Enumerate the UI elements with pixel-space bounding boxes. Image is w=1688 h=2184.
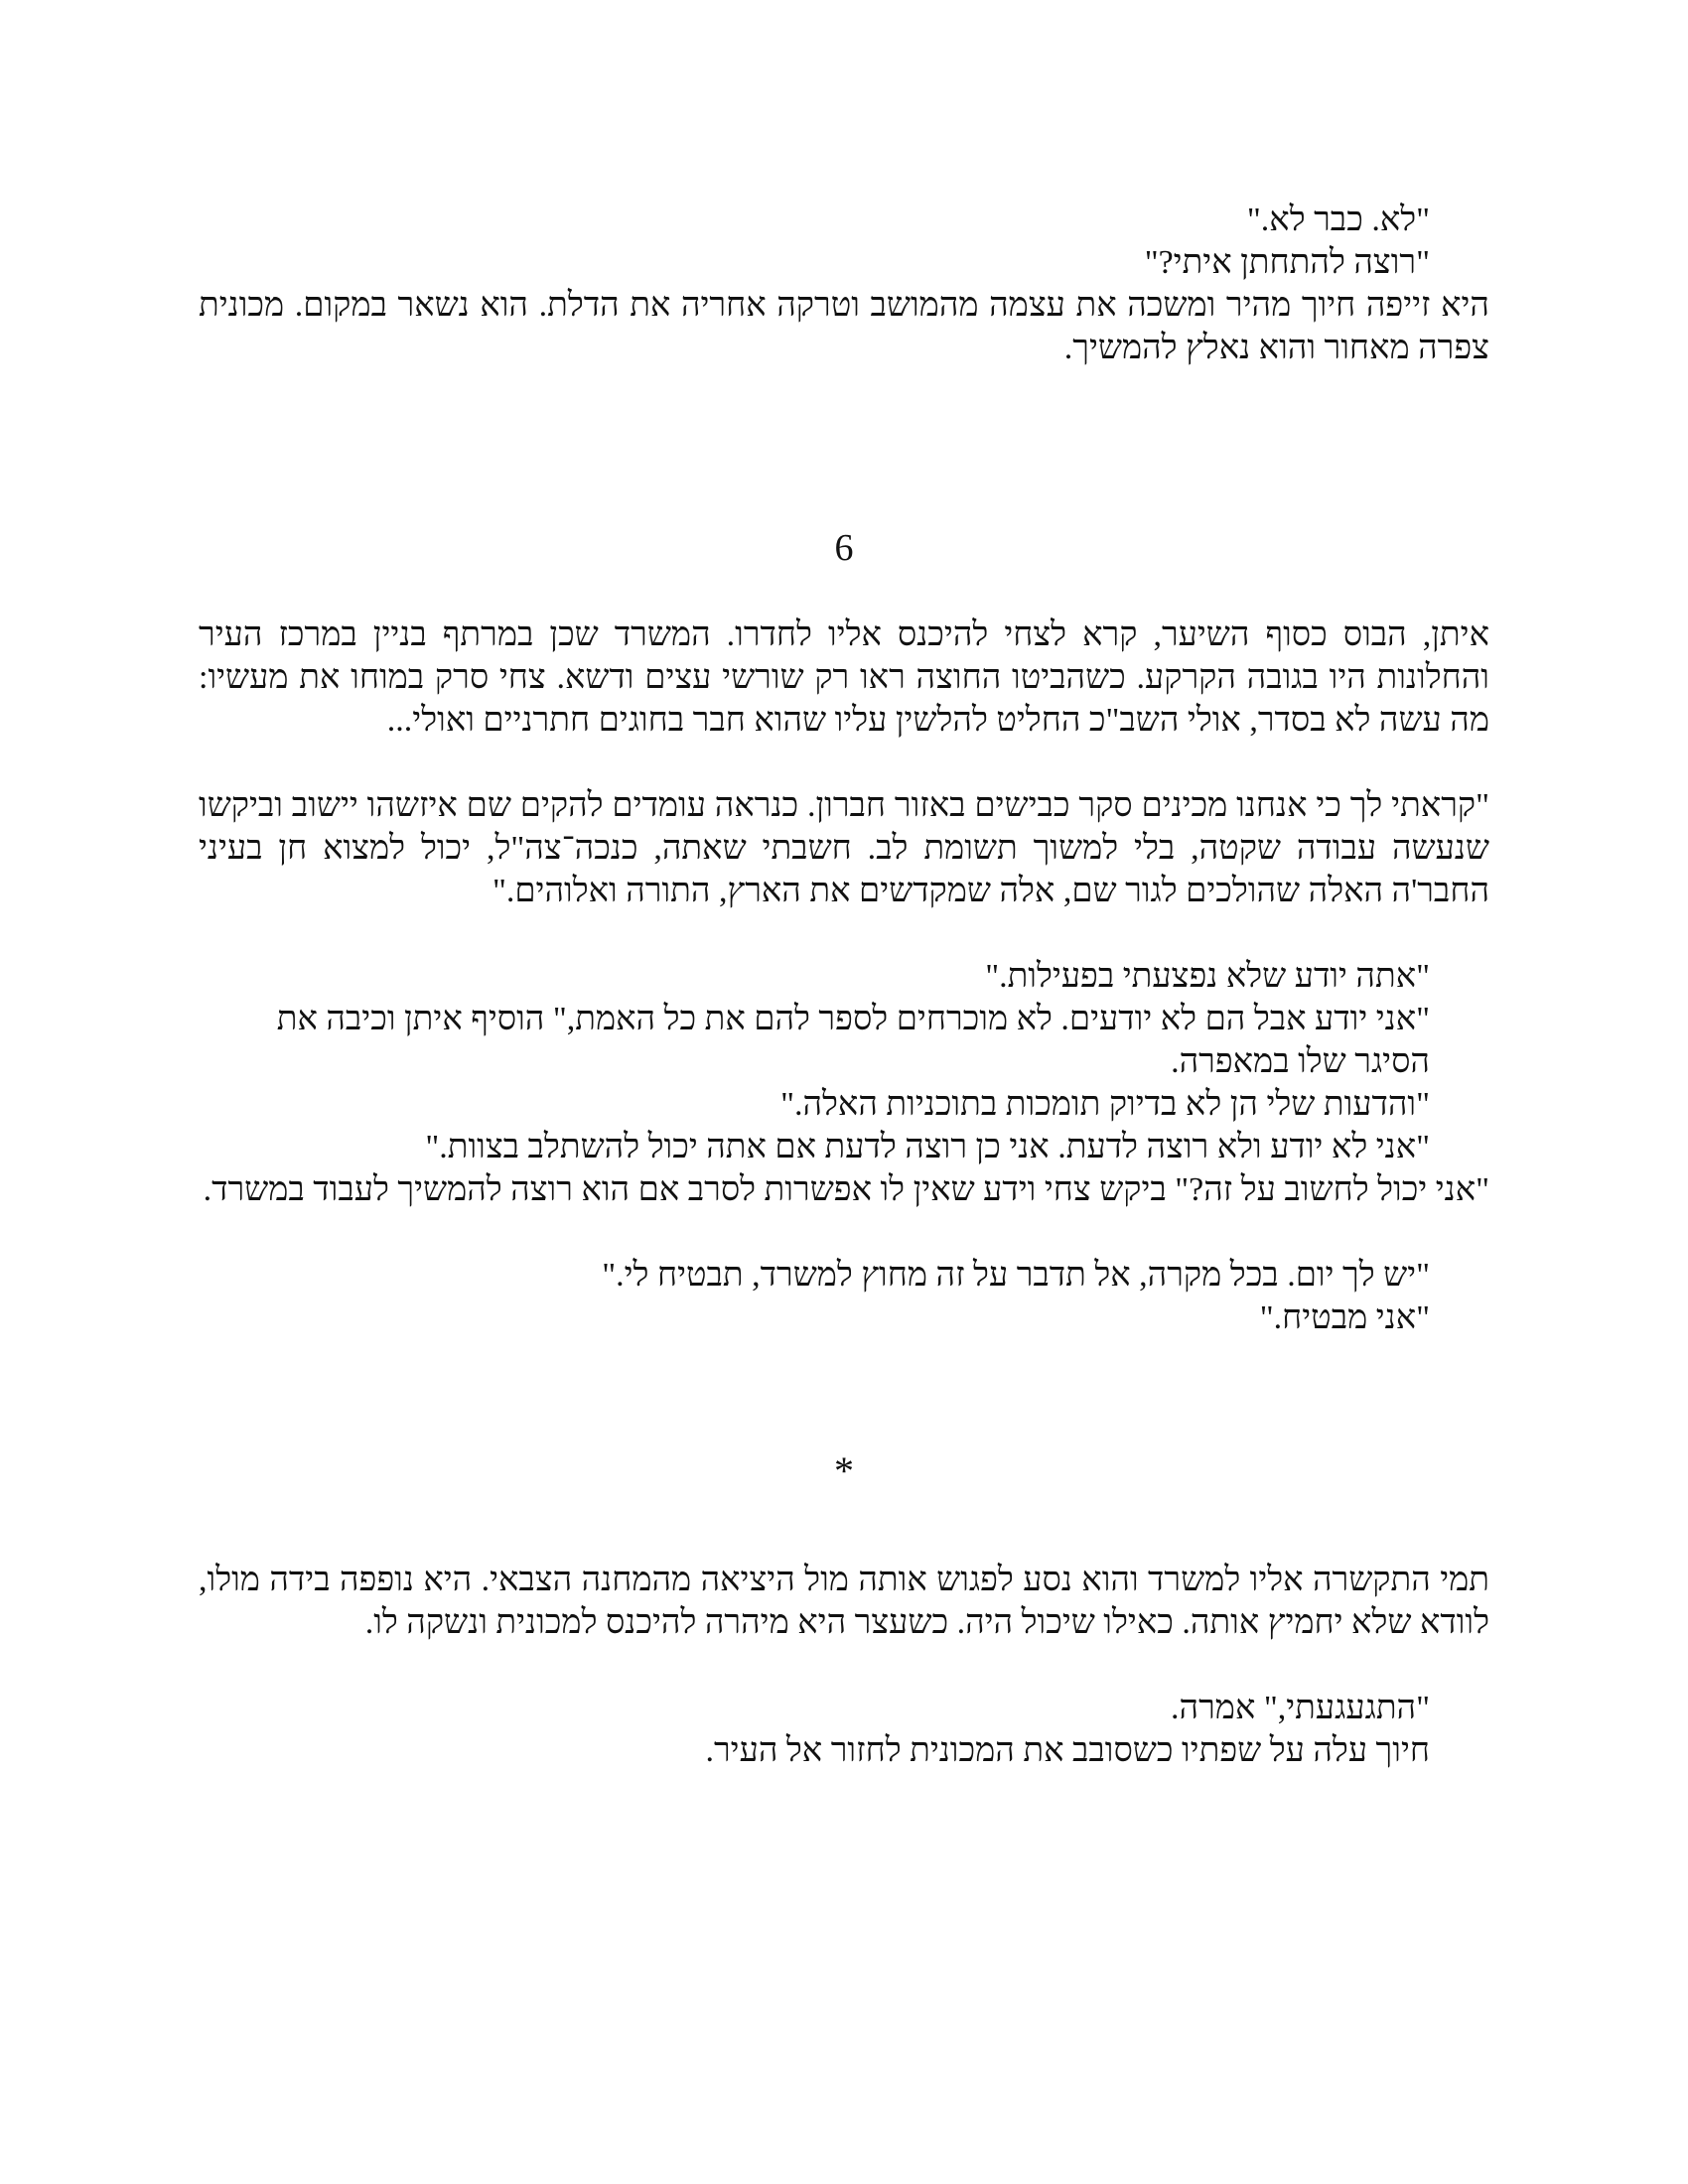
section-separator: * (834, 1448, 854, 1493)
narrative-paragraph: היא זייפה חיוך מהיר ומשכה את עצמה מהמושב וטרקה אחריה את הדלת. הוא נשאר במקום. מכונית צפרה מאחור והוא נאלץ להמשיך. (199, 287, 1489, 366)
dialogue-line: "אתה יודע שלא נפצעתי בפעילות." (985, 958, 1430, 995)
dialogue-line: "לא. כבר לא." (1246, 202, 1430, 238)
chapter-number: 6 (834, 527, 854, 569)
dialogue-paragraph: "אני יכול לחשוב על זה?" ביקש צחי וידע שאין לו אפשרות לסרב אם הוא רוצה להמשיך לעבוד במשרד. (203, 1171, 1489, 1208)
narrative-paragraph: איתן, הבוס כסוף השיער, קרא לצחי להיכנס אליו לחדרו. המשרד שכן במרתף בניין במרכז העיר והחלונות היו בגובה הקרקע. כשהביטו החוצה ראו רק שורשי עצים ודשא. צחי סרק במוחו את מעשיו: מה עשה לא בסדר, אולי השב"כ החליט להלשין עליו שהוא חבר בחוגים חתרניים ואולי... (199, 616, 1489, 739)
narrative-line: חיוך עלה על שפתיו כשסובב את המכונית לחזור אל העיר. (705, 1732, 1430, 1769)
dialogue-paragraph: "קראתי לך כי אנחנו מכינים סקר כבישים באזור חברון. כנראה עומדים להקים שם איזשהו יישוב וביקשו שנעשה עבודה שקטה, בלי למשוך תשומת לב. חשבתי שאתה, כנכה־צה"ל, יכול למצוא חן בעיני החבר'ה האלה שהולכים לגור שם, אלה שמקדשים את הארץ, התורה ואלוהים." (199, 787, 1489, 909)
document-page (199, 0, 1489, 2184)
dialogue-line: "רוצה להתחתן איתי?" (1144, 244, 1430, 281)
dialogue-line: "אני לא יודע ולא רוצה לדעת. אני כן רוצה לדעת אם אתה יכול להשתלב בצוות." (425, 1129, 1430, 1165)
dialogue-paragraph: "אני יודע אבל הם לא יודעים. לא מוכרחים לספר להם את כל האמת," הוסיף איתן וכיבה את הסיגר שלו במאפרה. (276, 1001, 1430, 1080)
dialogue-line: "והדעות שלי הן לא בדיוק תומכות בתוכניות האלה." (780, 1086, 1430, 1123)
dialogue-line: "אני מבטיח." (1259, 1299, 1430, 1336)
dialogue-line: "יש לך יום. בכל מקרה, אל תדבר על זה מחוץ למשרד, תבטיח לי." (602, 1257, 1430, 1294)
dialogue-line: "התגעגעתי," אמרה. (1171, 1690, 1430, 1726)
narrative-paragraph: תמי התקשרה אליו למשרד והוא נסע לפגוש אותה מול היציאה מהמחנה הצבאי. היא נופפה בידה מולו, לוודא שלא יחמיץ אותה. כאילו שיכול היה. כשעצר היא מיהרה להיכנס למכונית ונשקה לו. (199, 1562, 1489, 1641)
